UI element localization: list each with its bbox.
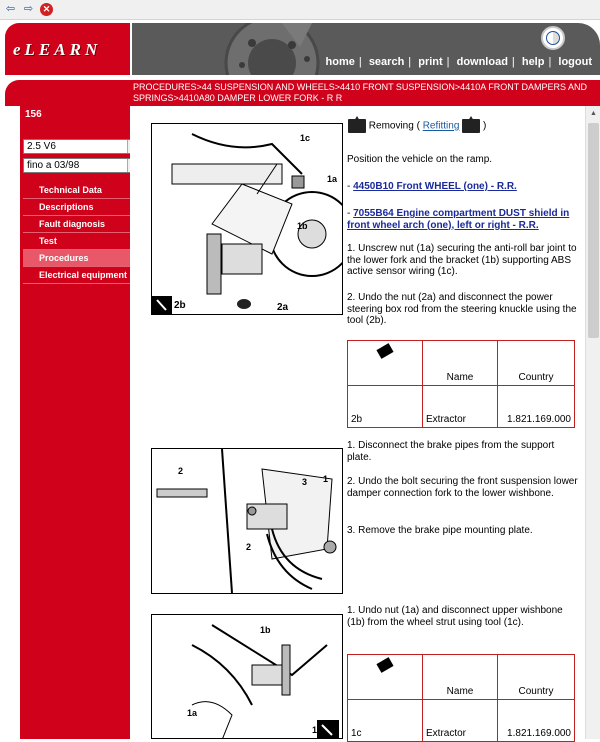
sidebar-item-test[interactable]: Test <box>23 233 130 250</box>
removing-refitting-header <box>348 119 486 133</box>
table2-header-name: Name <box>423 655 498 700</box>
refitting-icon[interactable] <box>462 119 480 133</box>
table1-header-name: Name <box>423 341 498 386</box>
help-link[interactable]: help <box>521 56 545 68</box>
fig1-label-1a: 1a <box>327 174 338 184</box>
table1-name: Extractor <box>423 386 498 428</box>
tool-table-1 <box>347 340 575 428</box>
sidebar <box>20 106 130 739</box>
fig3-label-1b: 1b <box>260 625 271 635</box>
fig1-label-2b: 2b <box>174 300 186 311</box>
sidebar-item-descriptions[interactable]: Descriptions <box>23 199 130 216</box>
suspension-diagram-1 <box>152 124 342 314</box>
figure-brake-pipes <box>151 448 343 594</box>
table2-header-country: Country <box>498 655 575 700</box>
logo-box <box>5 23 130 75</box>
table2-name: Extractor <box>423 700 498 742</box>
refitting-link[interactable]: Refitting <box>422 120 460 132</box>
link-front-wheel[interactable]: 4450B10 Front WHEEL (one) - R.R. <box>353 181 517 192</box>
vertical-scrollbar[interactable] <box>585 106 600 739</box>
back-arrow-icon[interactable]: ⇦ <box>5 3 16 15</box>
date-select-value: fino a 03/98 <box>27 160 80 171</box>
fig3-label-1c: 1c <box>312 725 323 735</box>
procedure-content <box>130 106 600 739</box>
block2-step-2: 2. Undo the bolt securing the front suspension lower damper connection fork to the lower wishbone. <box>347 476 578 499</box>
close-icon[interactable]: ✕ <box>40 3 53 16</box>
figure-upper-wishbone <box>151 614 343 739</box>
removing-label: Removing ( <box>368 120 420 132</box>
elearn-logo: eLEARN <box>13 40 102 59</box>
step-2: 2. Undo the nut (2a) and disconnect the power steering box rod from the steering knuckle using the tool (2b). <box>347 292 577 326</box>
print-link[interactable]: print <box>418 56 443 68</box>
fig1-label-1b: 1b <box>297 221 308 231</box>
block2-step-3: 3. Remove the brake pipe mounting plate. <box>347 525 533 536</box>
engine-select[interactable] <box>23 139 141 154</box>
wrench-icon <box>348 655 423 700</box>
fig1-label-1c: 1c <box>300 133 311 143</box>
breadcrumb: PROCEDURES>44 SUSPENSION AND WHEELS>4410 FRONT SUSPENSION>4410A FRONT DAMPERS AND SPRINGS>4410A80 DAMPER LOWER FORK - R R <box>133 82 588 103</box>
fig2-label-2-top: 2 <box>178 466 184 476</box>
sidebar-item-technical-data[interactable]: Technical Data <box>23 182 130 199</box>
tool-table-2 <box>347 654 575 742</box>
fig1-label-2a: 2a <box>277 302 289 313</box>
header <box>0 20 600 76</box>
table2-code: 1.821.169.000 <box>498 700 575 742</box>
date-select[interactable] <box>23 158 141 173</box>
table1-ref: 2b <box>348 386 423 428</box>
sidebar-item-fault-diagnosis[interactable]: Fault diagnosis <box>23 216 130 233</box>
block3-step-1: 1. Undo nut (1a) and disconnect upper wishbone (1b) from the wheel strut using tool (1c). <box>347 605 563 628</box>
fig2-label-1: 1 <box>323 474 329 484</box>
engine-select-value: 2.5 V6 <box>27 141 56 152</box>
suspension-diagram-3 <box>152 615 342 739</box>
fig2-label-3: 3 <box>302 477 308 487</box>
logout-link[interactable]: logout <box>558 56 592 68</box>
fig2-label-2-bottom: 2 <box>246 542 252 552</box>
alfa-romeo-emblem-icon <box>541 26 565 50</box>
link-dust-shield[interactable]: 7055B64 Engine compartment DUST shield in front wheel arch (one), left or right - R.R. <box>347 208 570 231</box>
block2-step-1: 1. Disconnect the brake pipes from the support plate. <box>347 440 555 463</box>
table1-code: 1.821.169.000 <box>498 386 575 428</box>
figure-anti-roll-bar <box>151 123 343 315</box>
scrollbar-thumb[interactable] <box>588 123 599 338</box>
forward-arrow-icon[interactable]: ⇨ <box>23 3 34 15</box>
table2-ref: 1c <box>348 700 423 742</box>
model-number: 156 <box>25 109 42 120</box>
fig3-label-1a: 1a <box>187 708 198 718</box>
top-navigation: home | search | print | download | help | logout <box>325 56 592 68</box>
step-1: 1. Unscrew nut (1a) securing the anti-roll bar joint to the lower fork and the bracket (1b) supporting ABS active sensor wiring (1c). <box>347 243 577 277</box>
removing-icon <box>348 119 366 133</box>
wrench-icon <box>348 341 423 386</box>
scroll-up-icon[interactable]: ▲ <box>590 110 597 117</box>
sidebar-menu <box>23 182 130 284</box>
search-link[interactable]: search <box>368 56 405 68</box>
link-dust-shield-row: - 7055B64 Engine compartment DUST shield in front wheel arch (one), left or right - R.R. <box>347 208 570 231</box>
browser-toolbar <box>0 0 600 20</box>
sidebar-item-electrical-equipment[interactable]: Electrical equipment <box>23 267 130 284</box>
download-link[interactable]: download <box>456 56 508 68</box>
sidebar-item-procedures[interactable]: Procedures <box>23 250 130 267</box>
table1-header-country: Country <box>498 341 575 386</box>
step-position: Position the vehicle on the ramp. <box>347 154 493 165</box>
paren-close: ) <box>482 120 487 132</box>
link-front-wheel-row: - 4450B10 Front WHEEL (one) - R.R. <box>347 181 517 192</box>
home-link[interactable]: home <box>325 56 355 68</box>
